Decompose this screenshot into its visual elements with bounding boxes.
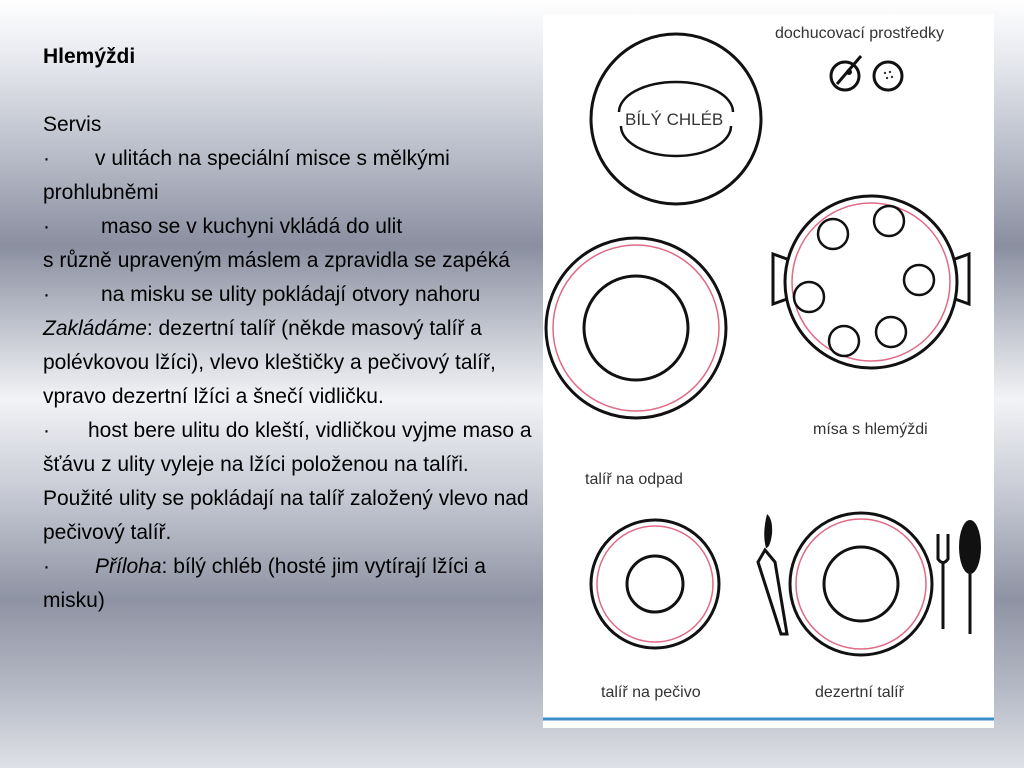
pepper-shaker-icon (874, 62, 902, 90)
bullet-2-line2: s různě upraveným máslem a zpravidla se zapéká (43, 249, 510, 272)
snail-dish-label: mísa s hlemýždi (813, 421, 928, 438)
bullet-1 (43, 142, 535, 210)
servis-heading: Servis (43, 113, 102, 136)
zakladame-text: : dezertní talíř (někde masový talíř a polévkovou lžíci), vlevo kleštičky a pečivový talíř, vpravo dezertní lžíci a šnečí vidličku. (43, 317, 496, 408)
slide-text (43, 40, 535, 618)
bullet-dot: · (43, 419, 50, 442)
bread-plate-top (591, 34, 761, 204)
waste-plate-label: talíř na odpad (585, 471, 683, 488)
snail-tongs-icon (758, 514, 787, 634)
zakladame-paragraph (43, 312, 535, 414)
dessert-plate (790, 513, 932, 655)
bullet-2-line1: maso se v kuchyni vkládá do ulit (101, 215, 403, 238)
bullet-dot: · (43, 215, 50, 238)
seasoning-label: dochucovací prostředky (775, 25, 944, 42)
bread-plate-bottom (591, 520, 719, 648)
dessert-spoon-icon (959, 520, 981, 634)
bullet-4 (43, 414, 535, 550)
bullet-1-text: v ulitách na speciální misce s mělkými prohlubněmi (43, 147, 450, 204)
bread-label: BÍLÝ CHLÉB (625, 110, 724, 129)
bullet-2 (43, 210, 535, 278)
priloha-text: : bílý chléb (hosté jim vytírají lžíci a misku) (43, 555, 486, 612)
bullet-dot: · (43, 147, 50, 170)
zakladame-label: Zakládáme (43, 317, 147, 340)
bullet-3 (43, 278, 535, 312)
waste-plate (546, 238, 726, 418)
table-setting-svg (543, 14, 994, 728)
snail-dish (773, 196, 969, 368)
bullet-dot: · (43, 555, 50, 578)
snail-fork-icon (938, 534, 948, 629)
bread-plate-label: talíř na pečivo (601, 684, 701, 701)
priloha-label: Příloha (95, 555, 162, 578)
priloha-paragraph (43, 550, 535, 618)
table-setting-diagram (543, 14, 994, 728)
bullet-dot: · (43, 283, 50, 306)
bullet-4-text: host bere ulitu do kleští, vidličkou vyjme maso a šťávu z ulity vyleje na lžíci položenou na talíři. Použité ulity se pokládají na talíř založený vlevo nad pečivový talíř. (43, 419, 532, 544)
dessert-plate-label: dezertní talíř (815, 684, 904, 701)
bullet-3-text: na misku se ulity pokládají otvory nahoru (101, 283, 481, 306)
salt-shaker-icon (831, 56, 861, 90)
slide-title: Hlemýždi (43, 45, 136, 68)
